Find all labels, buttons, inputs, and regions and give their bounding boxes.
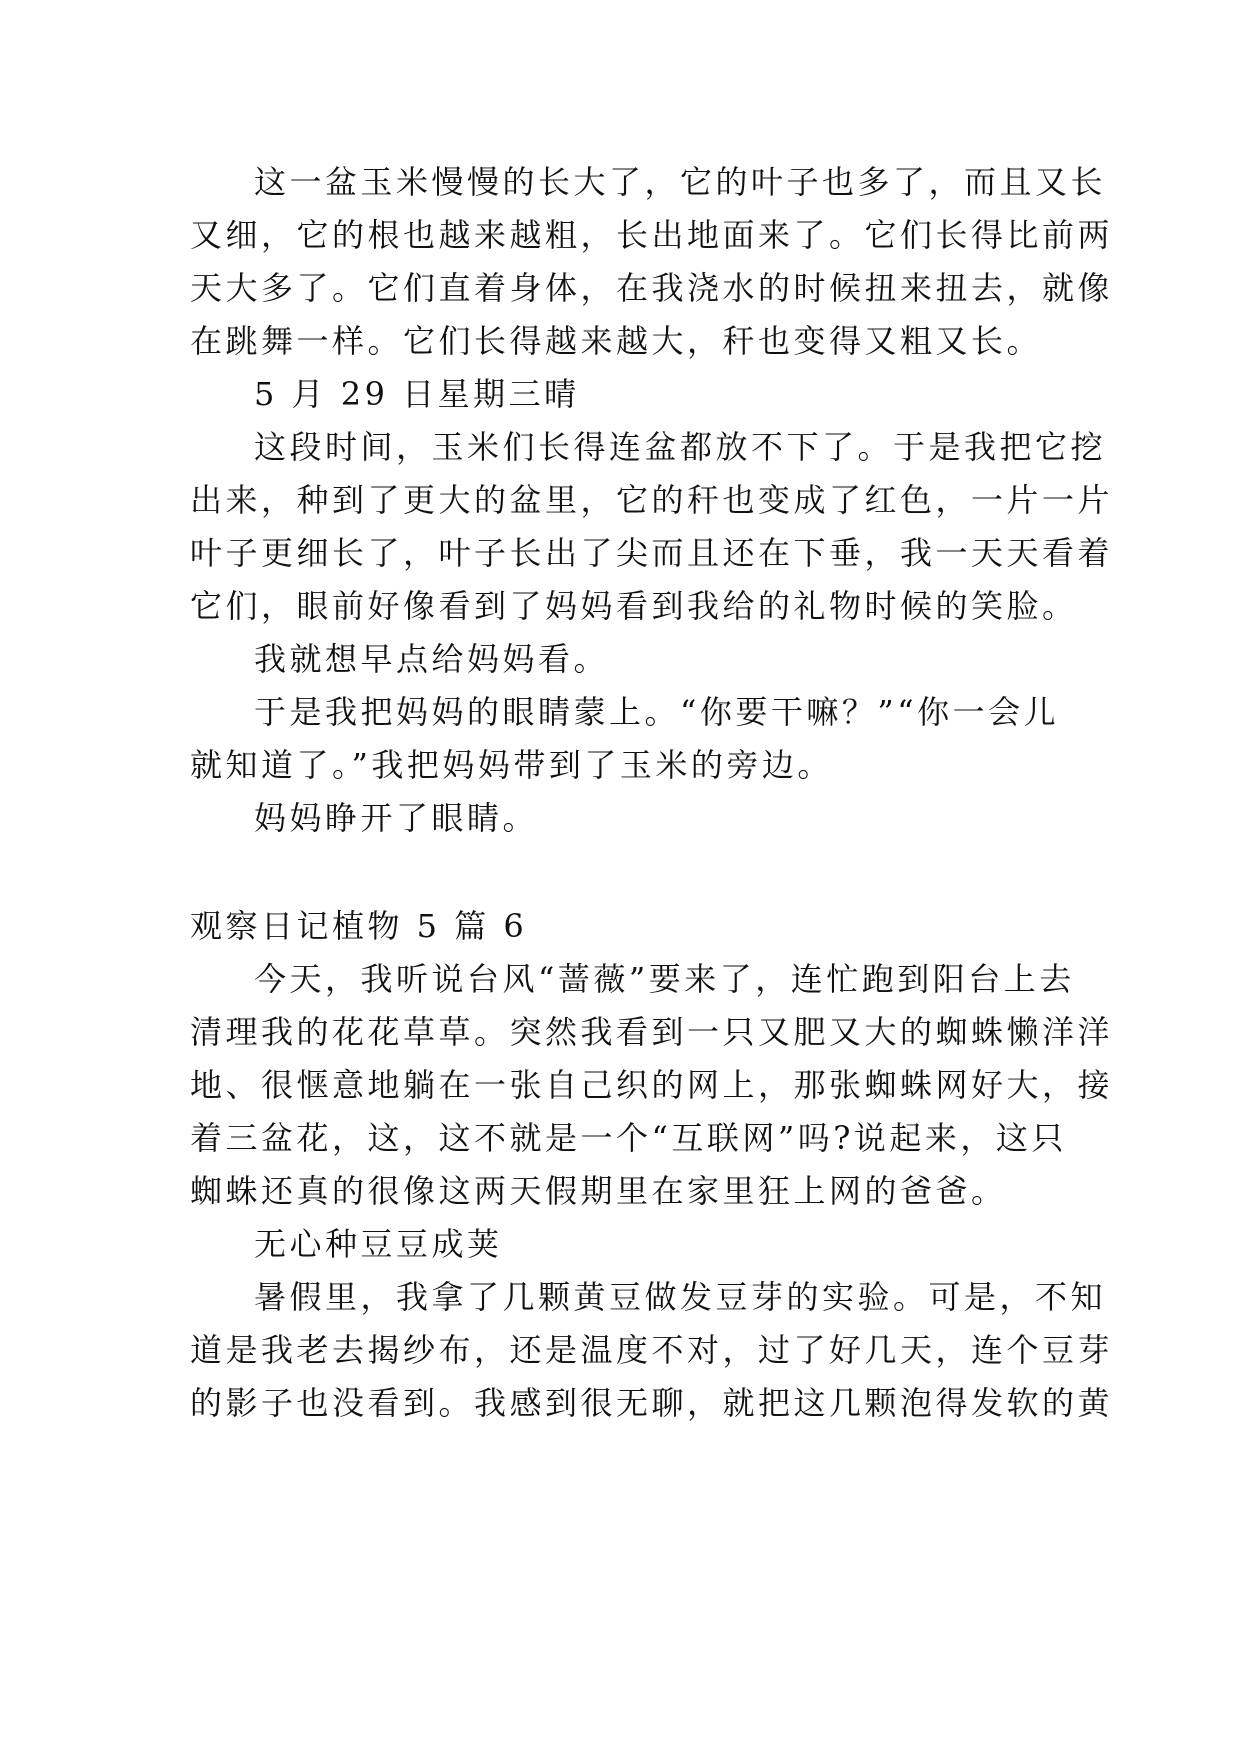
text-line: 道是我老去揭纱布，还是温度不对，过了好几天，连个豆芽 bbox=[190, 1331, 1114, 1369]
text-line: 又细，它的根也越来越粗，长出地面来了。它们长得比前两 bbox=[190, 216, 1114, 254]
text-line: 着三盆花，这，这不就是一个“互联网”吗?说起来，这只 bbox=[190, 1119, 1067, 1157]
text-line: 的影子也没看到。我感到很无聊，就把这几颗泡得发软的黄 bbox=[190, 1384, 1114, 1422]
text-line: 这段时间，玉米们长得连盆都放不下了。于是我把它挖 bbox=[254, 428, 1107, 466]
text-line: 在跳舞一样。它们长得越来越大，秆也变得又粗又长。 bbox=[190, 322, 1043, 360]
text-line: 暑假里，我拿了几颗黄豆做发豆芽的实验。可是，不知 bbox=[254, 1278, 1107, 1316]
text-line: 今天，我听说台风“蔷薇”要来了，连忙跑到阳台上去 bbox=[254, 960, 1075, 998]
text-line: 妈妈睁开了眼睛。 bbox=[254, 799, 539, 837]
text-line: 清理我的花花草草。突然我看到一只又肥又大的蜘蛛懒洋洋 bbox=[190, 1013, 1114, 1051]
text-line: 出来，种到了更大的盆里，它的秆也变成了红色，一片一片 bbox=[190, 481, 1114, 519]
text-line: 这一盆玉米慢慢的长大了，它的叶子也多了，而且又长 bbox=[254, 163, 1107, 201]
text-line: 我就想早点给妈妈看。 bbox=[254, 640, 610, 678]
date-heading: 5 月 29 日星期三晴 bbox=[254, 375, 580, 413]
text-line: 叶子更细长了，叶子长出了尖而且还在下垂，我一天天看着 bbox=[190, 534, 1114, 572]
subtitle: 无心种豆豆成荚 bbox=[254, 1225, 503, 1263]
section-title: 观察日记植物 5 篇 6 bbox=[190, 907, 528, 945]
text-line: 蜘蛛还真的很像这两天假期里在家里狂上网的爸爸。 bbox=[190, 1172, 1007, 1210]
text-line: 天大多了。它们直着身体，在我浇水的时候扭来扭去，就像 bbox=[190, 269, 1114, 307]
text-line: 它们，眼前好像看到了妈妈看到我给的礼物时候的笑脸。 bbox=[190, 587, 1078, 625]
text-line: 就知道了。”我把妈妈带到了玉米的旁边。 bbox=[190, 746, 833, 784]
text-line: 地、很惬意地躺在一张自己织的网上，那张蜘蛛网好大，接 bbox=[190, 1066, 1114, 1104]
text-line: 于是我把妈妈的眼睛蒙上。“你要干嘛？”“你一会儿 bbox=[254, 693, 1060, 731]
